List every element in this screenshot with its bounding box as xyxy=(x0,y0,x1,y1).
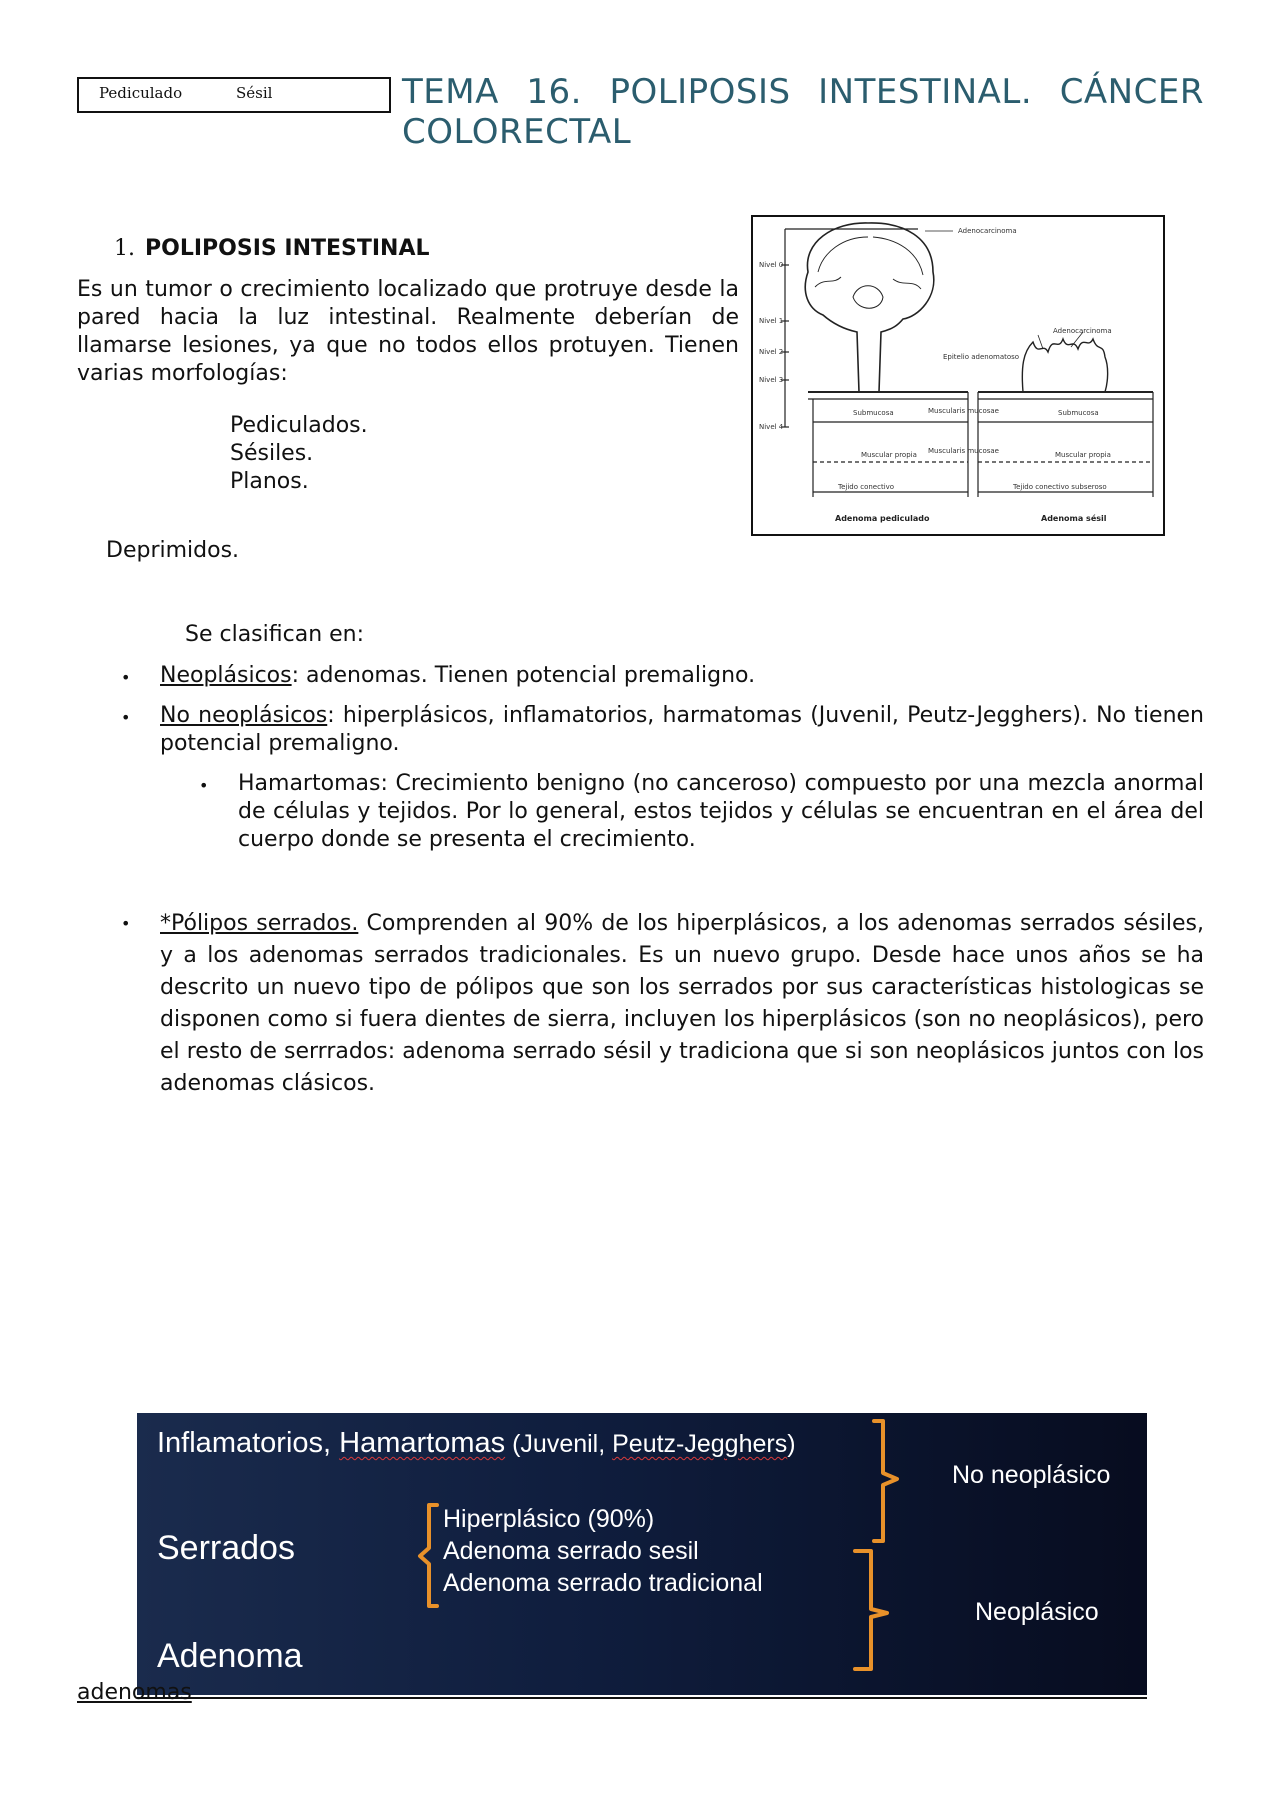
figure-label: Nivel 0 xyxy=(759,261,784,269)
classification-intro: Se clasifican en: xyxy=(185,622,365,647)
intro-paragraph: Es un tumor o crecimiento localizado que protruye desde la pared hacia la luz intestinal. Realmente deberían de llamarse lesiones, ya que no todos ellos protuyen. Tienen varias morfologías: xyxy=(77,277,739,386)
bullet-no-neoplasicos-text: : hiperplásicos, inflamatorios, harmatomas (Juvenil, Peutz-Jegghers). No tienen potencial premaligno. xyxy=(160,703,1205,756)
slide-no-neoplasico: No neoplásico xyxy=(952,1461,1111,1489)
slide-text: (Juvenil, xyxy=(505,1430,613,1458)
section-number: 1. xyxy=(114,236,135,261)
bullet-serrados xyxy=(160,908,1204,1100)
bullet-icon: • xyxy=(121,914,131,933)
morphology-pediculados: Pediculados. xyxy=(230,413,368,438)
slide-sub-hiperplasico: Hiperplásico (90%) xyxy=(443,1505,655,1533)
header-label-sesil: Sésil xyxy=(236,84,273,102)
title-word: POLIPOSIS xyxy=(609,72,791,112)
figure-label: Submucosa xyxy=(1058,409,1099,417)
morphology-planos: Planos. xyxy=(230,469,309,494)
bottom-word-adenomas: adenomas xyxy=(77,1680,192,1705)
figure-caption-pediculado: Adenoma pediculado xyxy=(835,514,930,523)
bullet-neoplasicos xyxy=(160,662,1204,690)
slide-term-peutz: Peutz-Jegghers xyxy=(612,1430,788,1458)
figure-label: Muscularis mucosae xyxy=(928,407,999,415)
figure-label: Submucosa xyxy=(853,409,894,417)
bullet-icon: • xyxy=(121,668,131,687)
figure-label: Muscular propia xyxy=(861,451,917,459)
title-line-2: COLORECTAL xyxy=(402,112,632,152)
header-label-box xyxy=(77,77,391,113)
figure-label: Muscularis mucosae xyxy=(928,447,999,455)
bullet-icon: • xyxy=(199,776,209,795)
slide-text: ) xyxy=(787,1430,796,1458)
bullet-no-neoplasicos xyxy=(160,702,1204,758)
title-word: INTESTINAL. xyxy=(818,72,1033,112)
bracket-neoplasico xyxy=(855,1551,887,1669)
bracket-serrados xyxy=(420,1505,437,1606)
slide-sub-serrado-tradicional: Adenoma serrado tradicional xyxy=(443,1569,763,1597)
slide-adenoma: Adenoma xyxy=(157,1637,303,1675)
page-title xyxy=(402,72,1204,152)
bullet-hamartomas: Hamartomas: Crecimiento benigno (no canceroso) compuesto por una mezcla anormal de células y tejidos. Por lo general, estos tejidos y células se encuentran en el área del cuerpo donde se presenta el crecimiento. xyxy=(238,771,1204,852)
classification-slide xyxy=(137,1413,1147,1695)
title-word: CÁNCER xyxy=(1059,72,1204,112)
slide-text: Inflamatorios, xyxy=(157,1427,340,1459)
figure-label: Adenocarcinoma xyxy=(1053,327,1112,335)
slide-serrados: Serrados xyxy=(157,1529,295,1567)
term-neoplasicos: Neoplásicos xyxy=(160,663,292,688)
bullet-neoplasicos-text: : adenomas. Tienen potencial premaligno. xyxy=(291,663,756,688)
section-heading xyxy=(114,236,430,261)
divider-line xyxy=(137,1697,1147,1699)
morphology-sesiles: Sésiles. xyxy=(230,441,314,466)
bracket-no-neoplasico xyxy=(874,1421,897,1541)
figure-label: Tejido conectivo subseroso xyxy=(1013,483,1107,491)
term-serrados: *Pólipos serrados. xyxy=(160,911,359,936)
figure-label: Nivel 3 xyxy=(759,376,784,384)
figure-label: Epitelio adenomatoso xyxy=(943,353,1020,361)
morphology-deprimidos: Deprimidos. xyxy=(106,538,240,563)
slide-brackets xyxy=(137,1413,1147,1695)
figure-label: Muscular propia xyxy=(1055,451,1111,459)
bullet-serrados-text: Comprenden al 90% de los hiperplásicos, a los adenomas serrados sésiles, y a los adenomas serrados tradicionales. Es un nuevo grupo. Desde hace unos años se ha descrito un nuevo tipo de pólipos que son los serrados por sus características histologicas se disponen como si fuera dientes de sierra, incluyen los hiperplásicos (son no neoplásicos), pero el resto de serrrados: adenoma serrado sésil y tradiciona que si son neoplásicos juntos con los adenomas clásicos. xyxy=(160,911,1205,1096)
term-no-neoplasicos: No neoplásicos xyxy=(160,703,328,728)
slide-neoplasico: Neoplásico xyxy=(975,1598,1099,1626)
slide-sub-serrado-sesil: Adenoma serrado sesil xyxy=(443,1537,699,1565)
figure-label: Tejido conectivo xyxy=(838,483,895,491)
adenoma-diagram xyxy=(751,215,1165,536)
bullet-icon: • xyxy=(121,708,131,727)
slide-term-hamartomas: Hamartomas xyxy=(339,1427,506,1459)
title-word: 16. xyxy=(526,72,582,112)
title-word: TEMA xyxy=(402,72,499,112)
section-heading-text: POLIPOSIS INTESTINAL xyxy=(145,236,430,261)
figure-label: Nivel 1 xyxy=(759,317,784,325)
header-label-pediculado: Pediculado xyxy=(99,84,183,102)
figure-label: Adenocarcinoma xyxy=(958,227,1017,235)
figure-caption-sesil: Adenoma sésil xyxy=(1041,514,1107,523)
figure-label: Nivel 4 xyxy=(759,423,784,431)
figure-label: Nivel 2 xyxy=(759,348,784,356)
